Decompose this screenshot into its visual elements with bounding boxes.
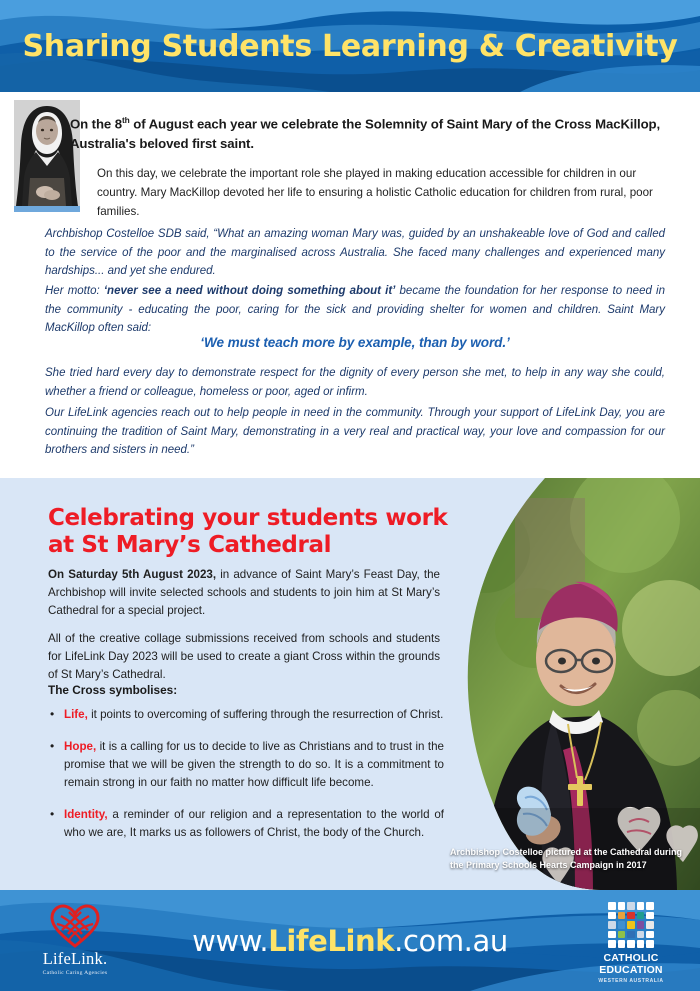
cewa-tile: [637, 902, 645, 910]
cathedral-paragraph-1: [48, 566, 440, 620]
cewa-tile: [618, 940, 626, 948]
motto-prefix: Her motto:: [45, 285, 104, 297]
bullet-text: it is a calling for us to decide to live as Christians and to trust in the promise that we will be given the strength to do so. It is a commitment to remain strong in our faith no matter how difficult life become.: [64, 740, 444, 790]
quote-paragraph-3: She tried hard every day to demonstrate respect for the dignity of every person she met, to help in any way she could, whether a friend or colleague, homeless or poor, aged or infirm.: [45, 367, 665, 398]
section-heading: [48, 505, 448, 559]
cewa-tile: [646, 940, 654, 948]
intro-heading-post: of August each year we celebrate the Solemnity of Saint Mary of the Cross MacKillop, Australia's beloved first saint.: [70, 116, 661, 152]
url-brand: LifeLink: [268, 923, 395, 958]
bullet-keyword: Identity,: [64, 808, 108, 822]
motto-suffix: became the foundation for her response to need in the community - educating the poor, caring for the sick and providing shelter for women and children. Saint Mary MacKillop often said:: [45, 285, 665, 335]
cross-symbolism-list: [48, 706, 444, 856]
event-date: On Saturday 5th August 2023,: [48, 568, 217, 581]
cewa-tile: [627, 912, 635, 920]
url-prefix: www.: [192, 923, 269, 958]
cewa-tile: [608, 931, 616, 939]
section-heading-line-2: at St Mary’s Cathedral: [48, 532, 332, 559]
cewa-tile: [608, 921, 616, 929]
cewa-tile: [646, 921, 654, 929]
cewa-tile: [608, 912, 616, 920]
intro-heading-pre: On the 8: [70, 116, 122, 132]
bullet-keyword: Hope,: [64, 740, 97, 754]
bullet-text: it points to overcoming of suffering through the resurrection of Christ.: [87, 708, 444, 721]
intro-lead-paragraph: On this day, we celebrate the important role she played in making education accessible for children in our country. Mary MacKillop devoted her life to ensuring a holistic Catholic education for children from rural, poor families.: [97, 167, 653, 218]
cathedral-paragraph-2: All of the creative collage submissions received from schools and students for LifeLink Day 2023 will be used to create a giant Cross within the grounds of St Mary’s Cathedral.: [48, 632, 440, 682]
symbolises-label: The Cross symbolises:: [48, 683, 178, 697]
cewa-tile: [627, 940, 635, 948]
cewa-tile: [618, 902, 626, 910]
list-item: [48, 706, 444, 724]
bullet-keyword: Life,: [64, 708, 88, 721]
archbishop-photo: [425, 478, 700, 890]
cewa-tile: [627, 921, 635, 929]
lifelink-tagline: Catholic Caring Agencies: [42, 970, 108, 976]
page-title: Sharing Students Learning & Creativity: [22, 28, 678, 64]
header-banner: [0, 0, 700, 92]
footer-banner: [0, 890, 700, 991]
photo-caption: Archbishop Costelloe pictured at the Cathedral during the Primary Schools Hearts Campaign in 2017: [450, 846, 683, 870]
list-item: [48, 738, 444, 792]
cewa-tile: [637, 921, 645, 929]
quote-paragraph-1: Archbishop Costelloe SDB said, “What an amazing woman Mary was, guided by an unshakeable love of God and called to the service of the poor and the marginalised across Australia. She faced many challenges and experienced many hardships... and yet she endured.: [45, 228, 665, 278]
pull-quote: ‘We must teach more by example, than by word.’: [200, 335, 510, 350]
cewa-tile: [646, 912, 654, 920]
catholic-education-logo: [588, 902, 674, 984]
intro-section: [0, 92, 700, 478]
cathedral-section: [0, 478, 700, 890]
cewa-tile: [637, 940, 645, 948]
cewa-tile: [637, 912, 645, 920]
cewa-tile: [627, 902, 635, 910]
cewa-line-3: WESTERN AUSTRALIA: [598, 977, 664, 984]
cewa-tile: [646, 902, 654, 910]
cewa-line-1: CATHOLIC: [603, 952, 659, 964]
cewa-tile: [608, 940, 616, 948]
cewa-tile: [618, 931, 626, 939]
url-suffix: .com.au: [394, 923, 508, 958]
cathedral-paragraph-1-rest: in advance of Saint Mary’s Feast Day, the Archbishop will invite selected schools and students to join him at St Mary’s Cathedral for a special project.: [48, 568, 440, 618]
bullet-text: a reminder of our religion and a representation to the world of who we are, It marks us as followers of Christ, the body of the Church.: [64, 808, 444, 840]
cewa-grid-icon: [608, 902, 654, 948]
cewa-tile: [618, 921, 626, 929]
cewa-tile: [637, 931, 645, 939]
cewa-line-2: EDUCATION: [599, 964, 663, 977]
quote-paragraph-4: Our LifeLink agencies reach out to help people in need in the community. Through your support of LifeLink Day, you are continuing the tradition of Saint Mary, demonstrating in a very real and practical way, your love and compassion for our brothers and sisters in need.”: [45, 407, 665, 457]
cewa-tile: [618, 912, 626, 920]
intro-heading: [70, 114, 670, 154]
lifelink-wordmark: LifeLink.: [42, 949, 108, 968]
motto-text: ‘never see a need without doing something about it’: [103, 285, 396, 297]
motto-paragraph: [45, 282, 665, 338]
section-heading-line-1: Celebrating your students work: [48, 505, 448, 531]
list-item: [48, 806, 444, 842]
ordinal-suffix: th: [121, 115, 130, 125]
cewa-tile: [608, 902, 616, 910]
cewa-tile: [646, 931, 654, 939]
cewa-tile: [627, 931, 635, 939]
